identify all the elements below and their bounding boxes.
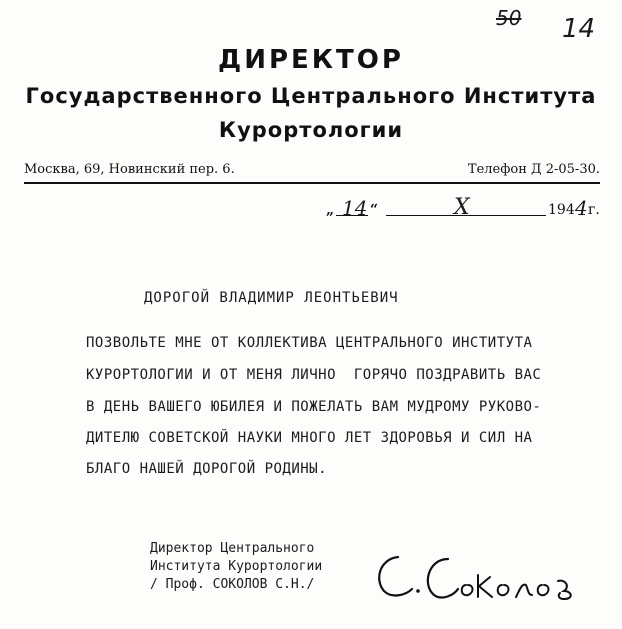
letterhead-address: Москва, 69, Новинский пер. 6. bbox=[24, 162, 235, 177]
letter-salutation: ДОРОГОЙ ВЛАДИМИР ЛЕОНТЬЕВИЧ bbox=[144, 290, 399, 306]
letter-body-line: В ДЕНЬ ВАШЕГО ЮБИЛЕЯ И ПОЖЕЛАТЬ ВАМ МУДРОМУ РУКОВО- bbox=[86, 399, 542, 415]
date-line bbox=[326, 196, 606, 220]
letter-body-line: БЛАГО НАШЕЙ ДОРОГОЙ РОДИНЫ. bbox=[86, 461, 328, 477]
date-close-quote: “ bbox=[370, 202, 379, 218]
archive-number: 14 bbox=[562, 14, 596, 44]
date-open-quote: „ bbox=[326, 202, 335, 218]
signature-block bbox=[150, 540, 322, 594]
letter-body-line: ДИТЕЛЮ СОВЕТСКОЙ НАУКИ МНОГО ЛЕТ ЗДОРОВЬЯ И СИЛ НА bbox=[86, 430, 533, 446]
handwritten-signature bbox=[370, 545, 590, 605]
date-year-prefix: 194 bbox=[548, 202, 575, 218]
date-month: X bbox=[454, 195, 470, 220]
signer-title: Директор Центрального bbox=[150, 541, 315, 556]
letterhead-contact-row bbox=[24, 162, 600, 177]
signer-institute: Института Курортологии bbox=[150, 559, 323, 574]
signer-name: / Проф. СОКОЛОВ С.Н./ bbox=[150, 577, 315, 592]
letter-body-line: КУРОРТОЛОГИИ И ОТ МЕНЯ ЛИЧНО ГОРЯЧО ПОЗДРАВИТЬ ВАС bbox=[86, 367, 542, 383]
letterhead-institute: Государственного Центрального Института bbox=[25, 84, 597, 108]
letterhead-phone: Телефон Д 2-05-30. bbox=[467, 162, 600, 177]
letterhead-title: ДИРЕКТОР bbox=[218, 45, 404, 75]
letter-body-line: ПОЗВОЛЬТЕ МНЕ ОТ КОЛЛЕКТИВА ЦЕНТРАЛЬНОГО ИНСТИТУТА bbox=[86, 335, 533, 351]
date-year-unit: г. bbox=[588, 202, 600, 218]
archive-number-crossed: 50 bbox=[496, 6, 522, 30]
date-year-suffix: 4 bbox=[575, 196, 588, 220]
date-day-underline bbox=[336, 215, 368, 216]
letterhead-institute-name: Курортологии bbox=[218, 118, 404, 142]
date-day: 14 bbox=[342, 196, 368, 220]
letterhead-rule bbox=[24, 182, 600, 184]
